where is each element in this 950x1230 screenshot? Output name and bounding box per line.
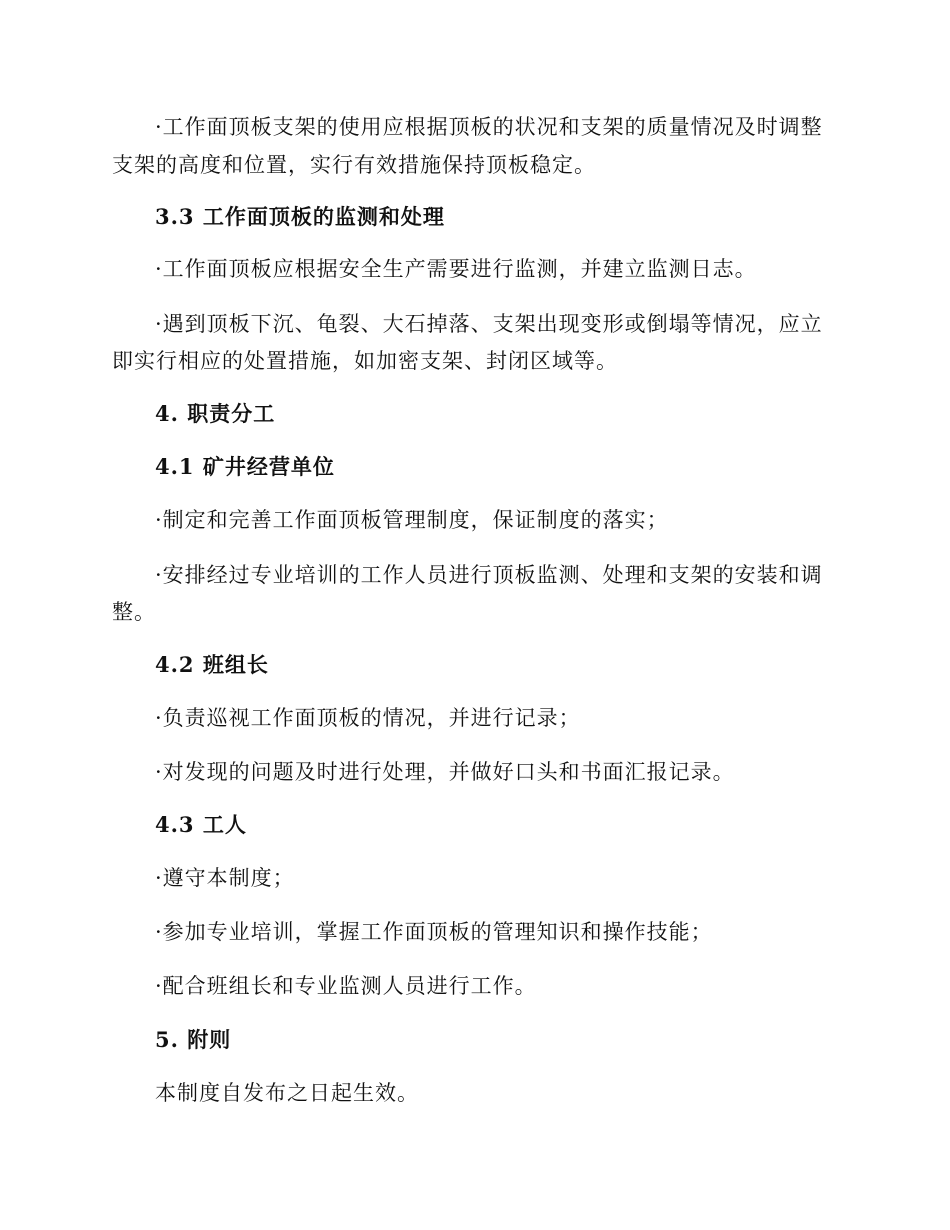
heading-3-3: 3.3 工作面顶板的监测和处理 [155,204,445,229]
paragraph-patrol: ·负责巡视工作面顶板的情况，并进行记录； [155,706,581,730]
paragraph-handle-issues: ·对发现的问题及时进行处理，并做好口头和书面汇报记录。 [155,760,735,784]
paragraph-arrange-staff-cont: 整。 [112,600,156,624]
paragraph-effective: 本制度自发布之日起生效。 [155,1081,419,1105]
heading-4-1: 4.1 矿井经营单位 [155,454,335,479]
heading-4-2: 4.2 班组长 [155,652,269,677]
paragraph-support-adjust-cont: 支架的高度和位置，实行有效措施保持顶板稳定。 [112,153,596,177]
paragraph-cooperate: ·配合班组长和专业监测人员进行工作。 [155,974,537,998]
paragraph-comply: ·遵守本制度； [155,866,295,890]
heading-4-3: 4.3 工人 [155,812,247,837]
paragraph-monitoring-log: ·工作面顶板应根据安全生产需要进行监测，并建立监测日志。 [155,257,757,281]
paragraph-roof-hazards-cont: 即实行相应的处置措施，如加密支架、封闭区域等。 [112,349,618,373]
paragraph-arrange-staff: ·安排经过专业培训的工作人员进行顶板监测、处理和支架的安装和调 [155,563,823,587]
paragraph-formulate-system: ·制定和完善工作面顶板管理制度，保证制度的落实； [155,508,669,532]
paragraph-training: ·参加专业培训，掌握工作面顶板的管理知识和操作技能； [155,920,713,944]
paragraph-roof-hazards: ·遇到顶板下沉、龟裂、大石掉落、支架出现变形或倒塌等情况，应立 [155,312,823,336]
paragraph-support-adjust: ·工作面顶板支架的使用应根据顶板的状况和支架的质量情况及时调整 [155,115,823,139]
heading-5: 5. 附则 [155,1027,232,1052]
heading-4: 4. 职责分工 [155,401,276,426]
